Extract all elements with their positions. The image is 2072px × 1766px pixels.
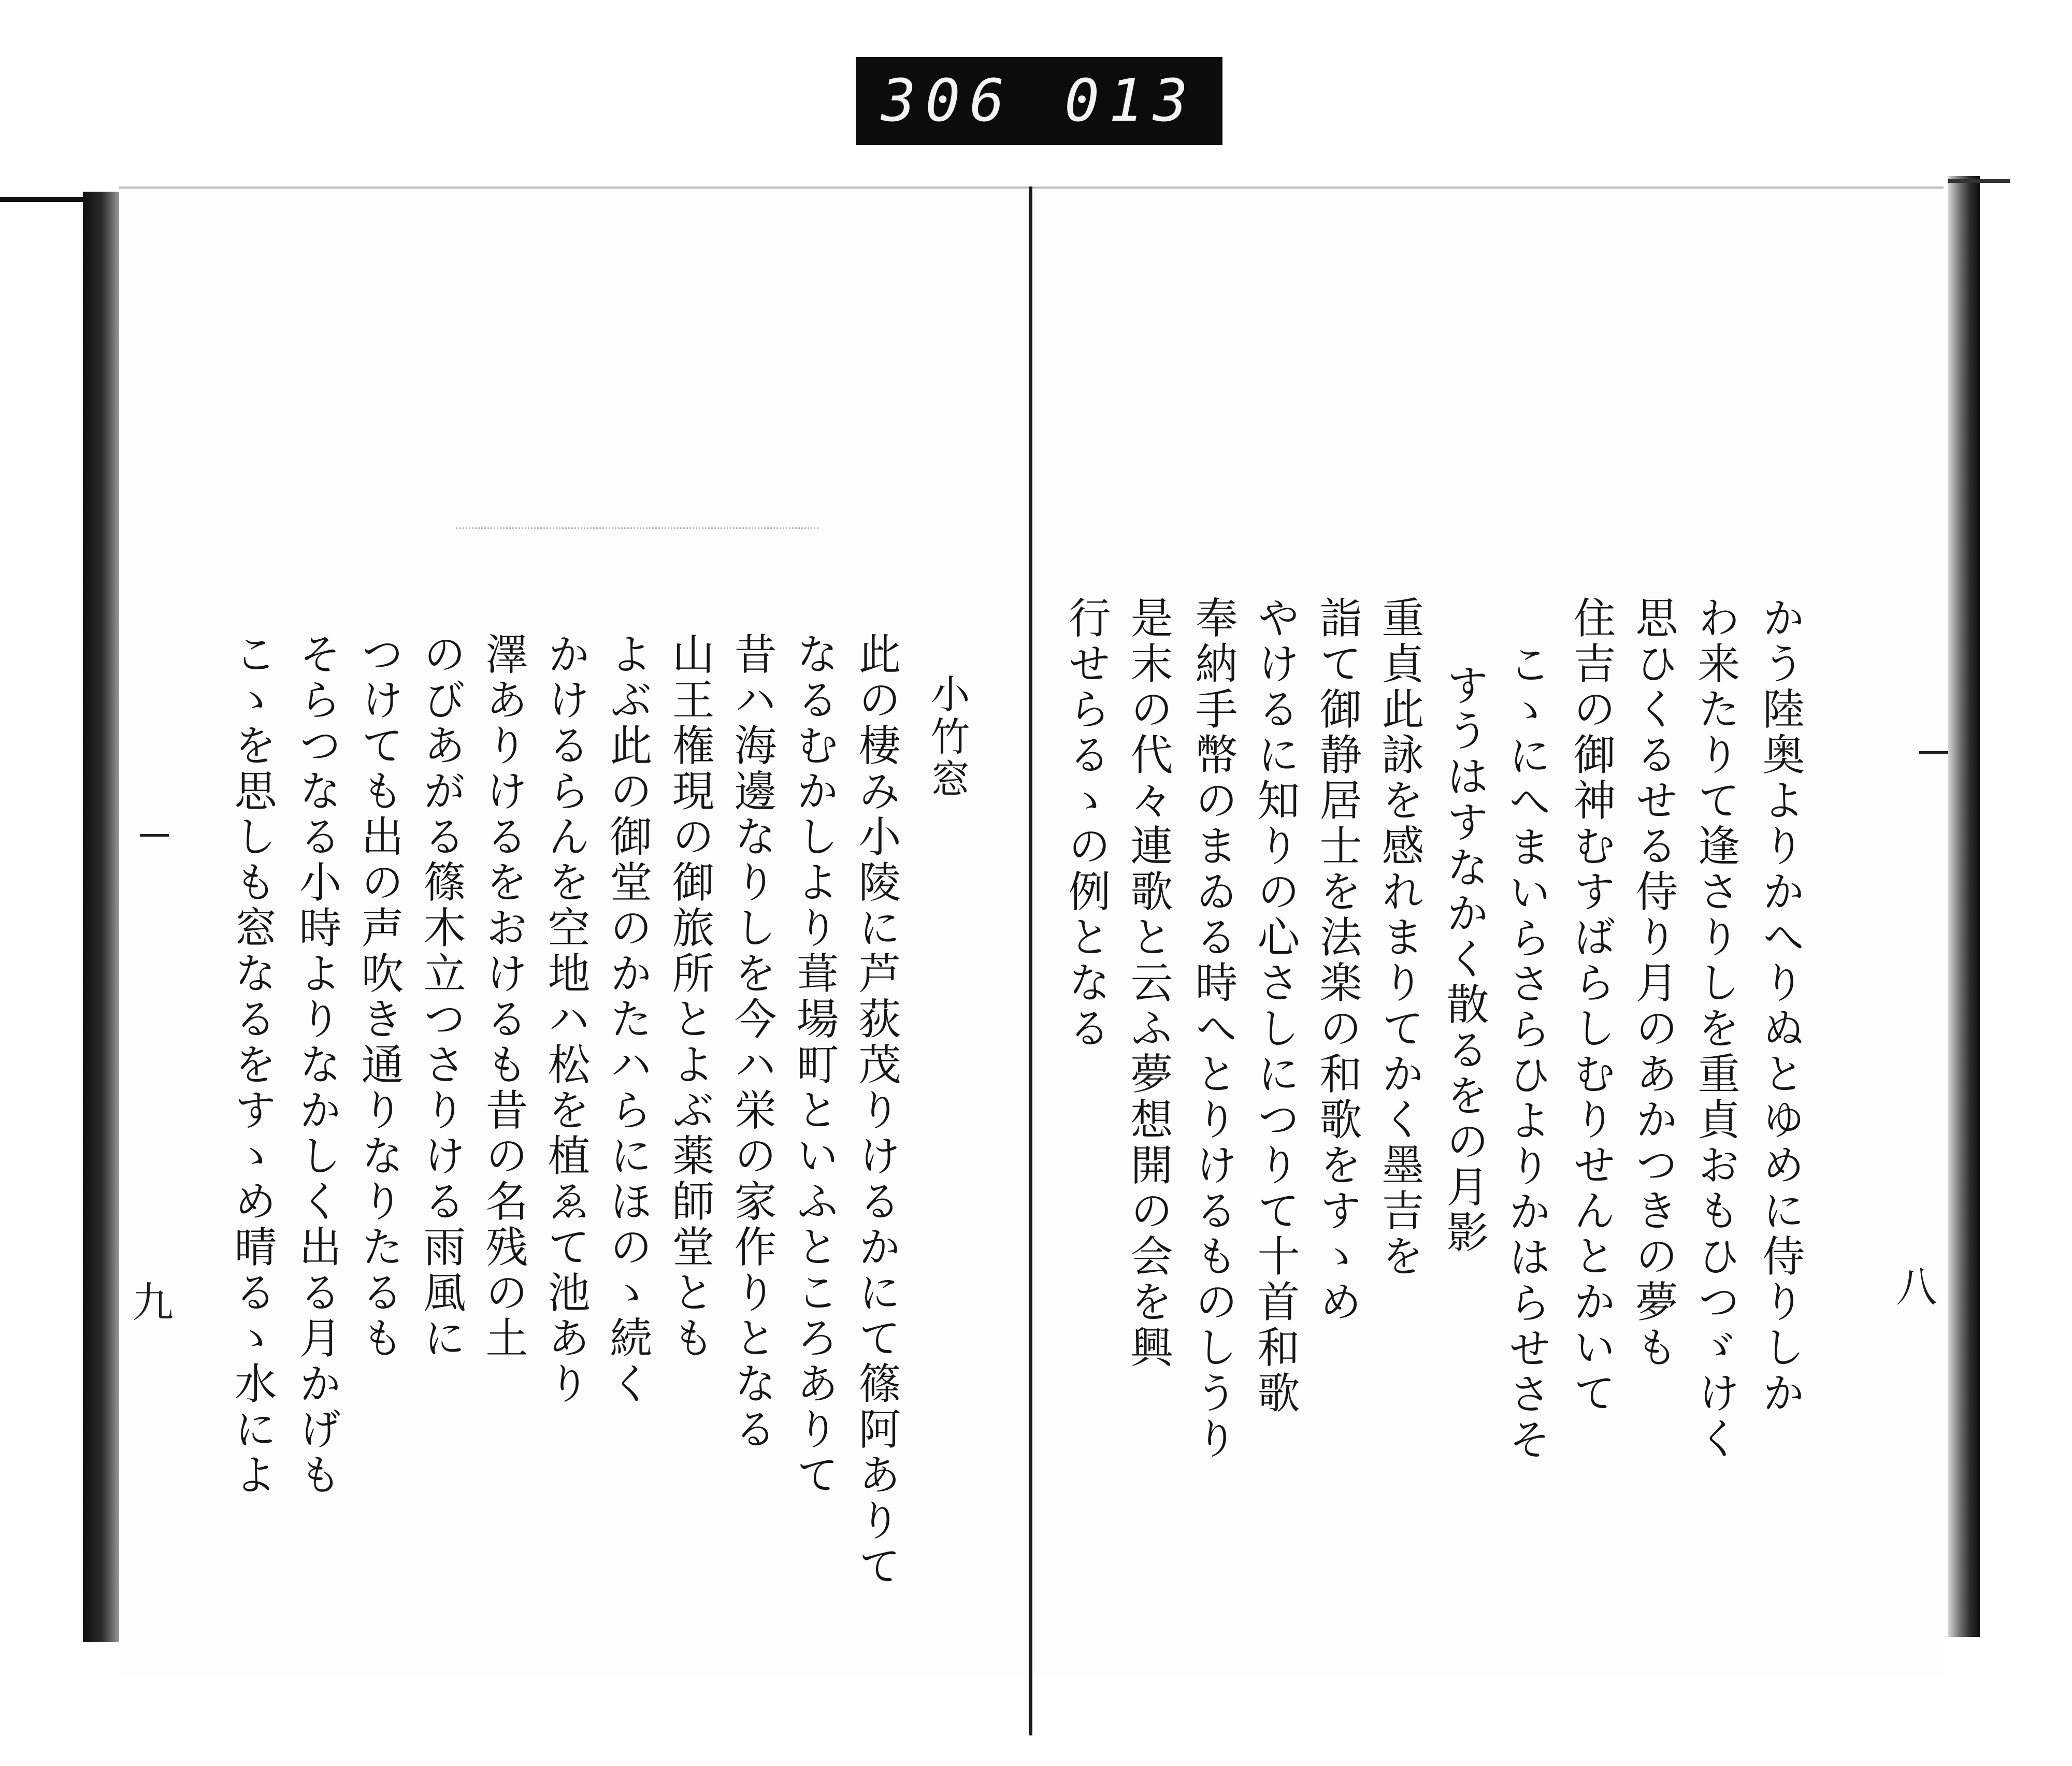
page-dust-marks bbox=[456, 527, 818, 532]
text-column: 澤ありけるをおけるも昔の名残の土 bbox=[479, 632, 528, 1361]
left-cover-edge-line bbox=[0, 197, 88, 202]
text-column: なるむかしより葺場町といふところありて bbox=[789, 632, 839, 1498]
text-column: 奉納手幣のまゐる時へとりけるものしうり bbox=[1188, 596, 1238, 1462]
text-column: やけるに知りの心さしにつりて十首和歌 bbox=[1250, 596, 1300, 1416]
right-book-edge bbox=[1948, 176, 1980, 1637]
text-column: 住吉の御神むすばらしむりせんとかいて bbox=[1566, 596, 1616, 1416]
text-column: 行せらるゝの例となる bbox=[1061, 596, 1111, 1052]
text-column: のびあがる篠木立つさりける雨風に bbox=[416, 632, 466, 1361]
text-column: そらつなる小時よりなかしく出る月かげも bbox=[292, 632, 341, 1498]
section-heading: 小竹窓 bbox=[924, 673, 970, 801]
text-column: 重貞此詠を感れまりてかく墨吉を bbox=[1375, 596, 1424, 1280]
text-column: こゝにへまいらさらひよりかはらせさそ bbox=[1502, 642, 1551, 1463]
text-column: わ来たりて逢さりしを重貞おもひつゞけく bbox=[1691, 596, 1740, 1462]
right-cover-edge-line bbox=[1948, 179, 2010, 183]
frame-number: 013 bbox=[1064, 67, 1198, 135]
text-column: こゝを思しも窓なるをすゝめ晴るゝ水によ bbox=[227, 632, 277, 1498]
right-page-folio: 八 bbox=[1896, 1263, 1937, 1311]
text-column: 思ひくるせる侍り月のあかつきの夢も bbox=[1629, 596, 1678, 1371]
text-column: 山王権現の御旅所とよぶ薬師堂とも bbox=[665, 632, 714, 1361]
margin-tick-mark bbox=[140, 834, 169, 837]
text-column: つけても出の声吹き通りなりたるも bbox=[354, 632, 404, 1361]
text-column: かう陸奥よりかへりぬとゆめに侍りしか bbox=[1756, 596, 1805, 1416]
reel-number: 306 bbox=[881, 67, 1014, 135]
text-column: かけるらんを空地ハ松を植ゑて池あり bbox=[541, 632, 590, 1407]
text-column: 是末の代々連歌と云ふ夢想開の会を興 bbox=[1124, 596, 1173, 1371]
text-column: 詣て御静居士を法楽の和歌をすゝめ bbox=[1313, 596, 1362, 1325]
margin-tick-mark bbox=[1919, 751, 1948, 754]
text-column: よぶ此の御堂のかたハらにほのゝ続く bbox=[603, 632, 652, 1407]
left-book-edge bbox=[83, 192, 124, 1642]
book-gutter bbox=[1029, 186, 1032, 1735]
left-page-folio: 九 bbox=[132, 1279, 174, 1327]
text-column: 昔ハ海邊なりしを今ハ栄の家作りとなる bbox=[727, 632, 776, 1453]
text-column: すうはすなかく散るをの月影 bbox=[1440, 663, 1489, 1256]
film-frame-label bbox=[856, 57, 1222, 145]
text-column: 此の棲み小陵に芦荻茂りけるかにて篠阿ありて bbox=[852, 632, 901, 1589]
